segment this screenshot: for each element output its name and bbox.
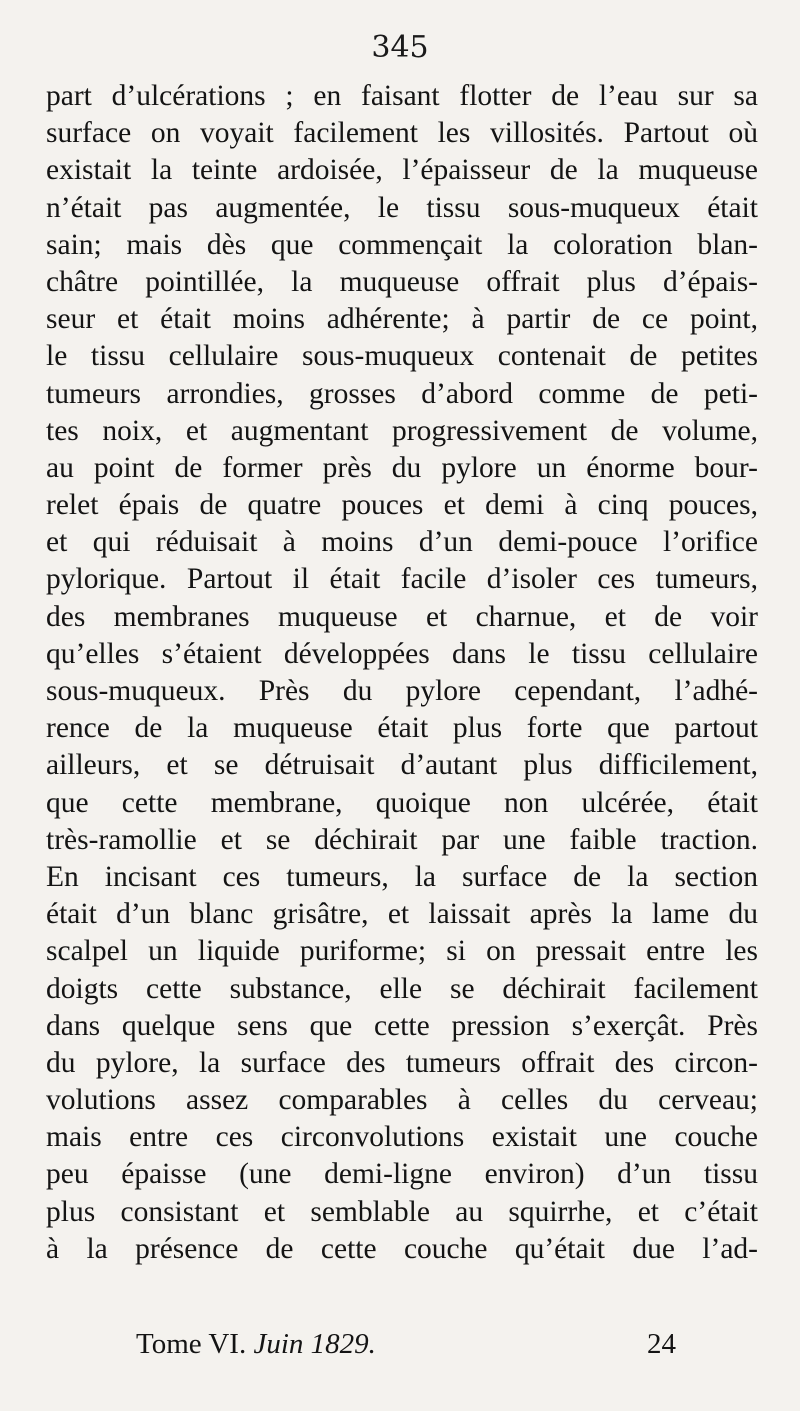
footer-signature: 24 [647,1328,676,1360]
text-line: rence de la muqueuse était plus forte que partout [46,712,758,745]
text-line: mais entre ces circonvolutions existait une couche [46,1121,758,1154]
text-line: n’était pas augmentée, le tissu sous-muqueux était [46,191,758,224]
text-line: plus consistant et semblable au squirrhe, et c’était [46,1195,758,1228]
footer-date: Juin 1829. [253,1328,376,1360]
text-line: qu’elles s’étaient développées dans le tissu cellulaire [46,637,758,670]
text-line: volutions assez comparables à celles du cerveau; [46,1084,758,1117]
text-line: le tissu cellulaire sous-muqueux contenait de petites [46,340,758,373]
text-line: surface on voyait facilement les villosités. Partout où [46,117,758,150]
text-line: que cette membrane, quoique non ulcérée, était [46,786,758,819]
text-line: des membranes muqueuse et charnue, et de voir [46,600,758,633]
text-line: châtre pointillée, la muqueuse offrait plus d’épais- [46,265,758,298]
text-line: part d’ulcérations ; en faisant flotter de l’eau sur sa [46,80,758,112]
text-line: pylorique. Partout il était facile d’isoler ces tumeurs, [46,563,758,596]
text-line: scalpel un liquide puriforme; si on pressait entre les [46,935,758,968]
text-line: peu épaisse (une demi-ligne environ) d’un tissu [46,1158,758,1191]
text-line: sous-muqueux. Près du pylore cependant, l’adhé- [46,675,758,707]
body-text [46,78,758,1268]
page-number: 345 [371,30,429,65]
text-line: était d’un blanc grisâtre, et laissait après la lame du [46,898,758,931]
text-line: relet épais de quatre pouces et demi à cinq pouces, [46,489,758,522]
text-line: existait la teinte ardoisée, l’épaisseur de la muqueuse [46,154,758,187]
text-line: seur et était moins adhérente; à partir de ce point, [46,303,758,336]
text-line: du pylore, la surface des tumeurs offrait des circon- [46,1046,758,1079]
text-line: au point de former près du pylore un énorme bour- [46,451,758,484]
text-line: sain; mais dès que commençait la coloration blan- [46,228,758,261]
text-line: ailleurs, et se détruisait d’autant plus difficilement, [46,749,758,782]
text-line: tumeurs arrondies, grosses d’abord comme de peti- [46,377,758,410]
text-line: et qui réduisait à moins d’un demi-pouce l’orifice [46,526,758,559]
text-line: très-ramollie et se déchirait par une faible traction. [46,823,758,856]
text-line: doigts cette substance, elle se déchirait facilement [46,972,758,1005]
text-line: dans quelque sens que cette pression s’exerçât. Près [46,1009,758,1042]
footer-imprint [136,1328,376,1361]
text-line: tes noix, et augmentant progressivement de volume, [46,414,758,447]
text-line: à la présence de cette couche qu’était due l’ad- [46,1232,758,1265]
text-line: En incisant ces tumeurs, la surface de la section [46,860,758,893]
footer-volume: Tome VI. [136,1328,247,1360]
